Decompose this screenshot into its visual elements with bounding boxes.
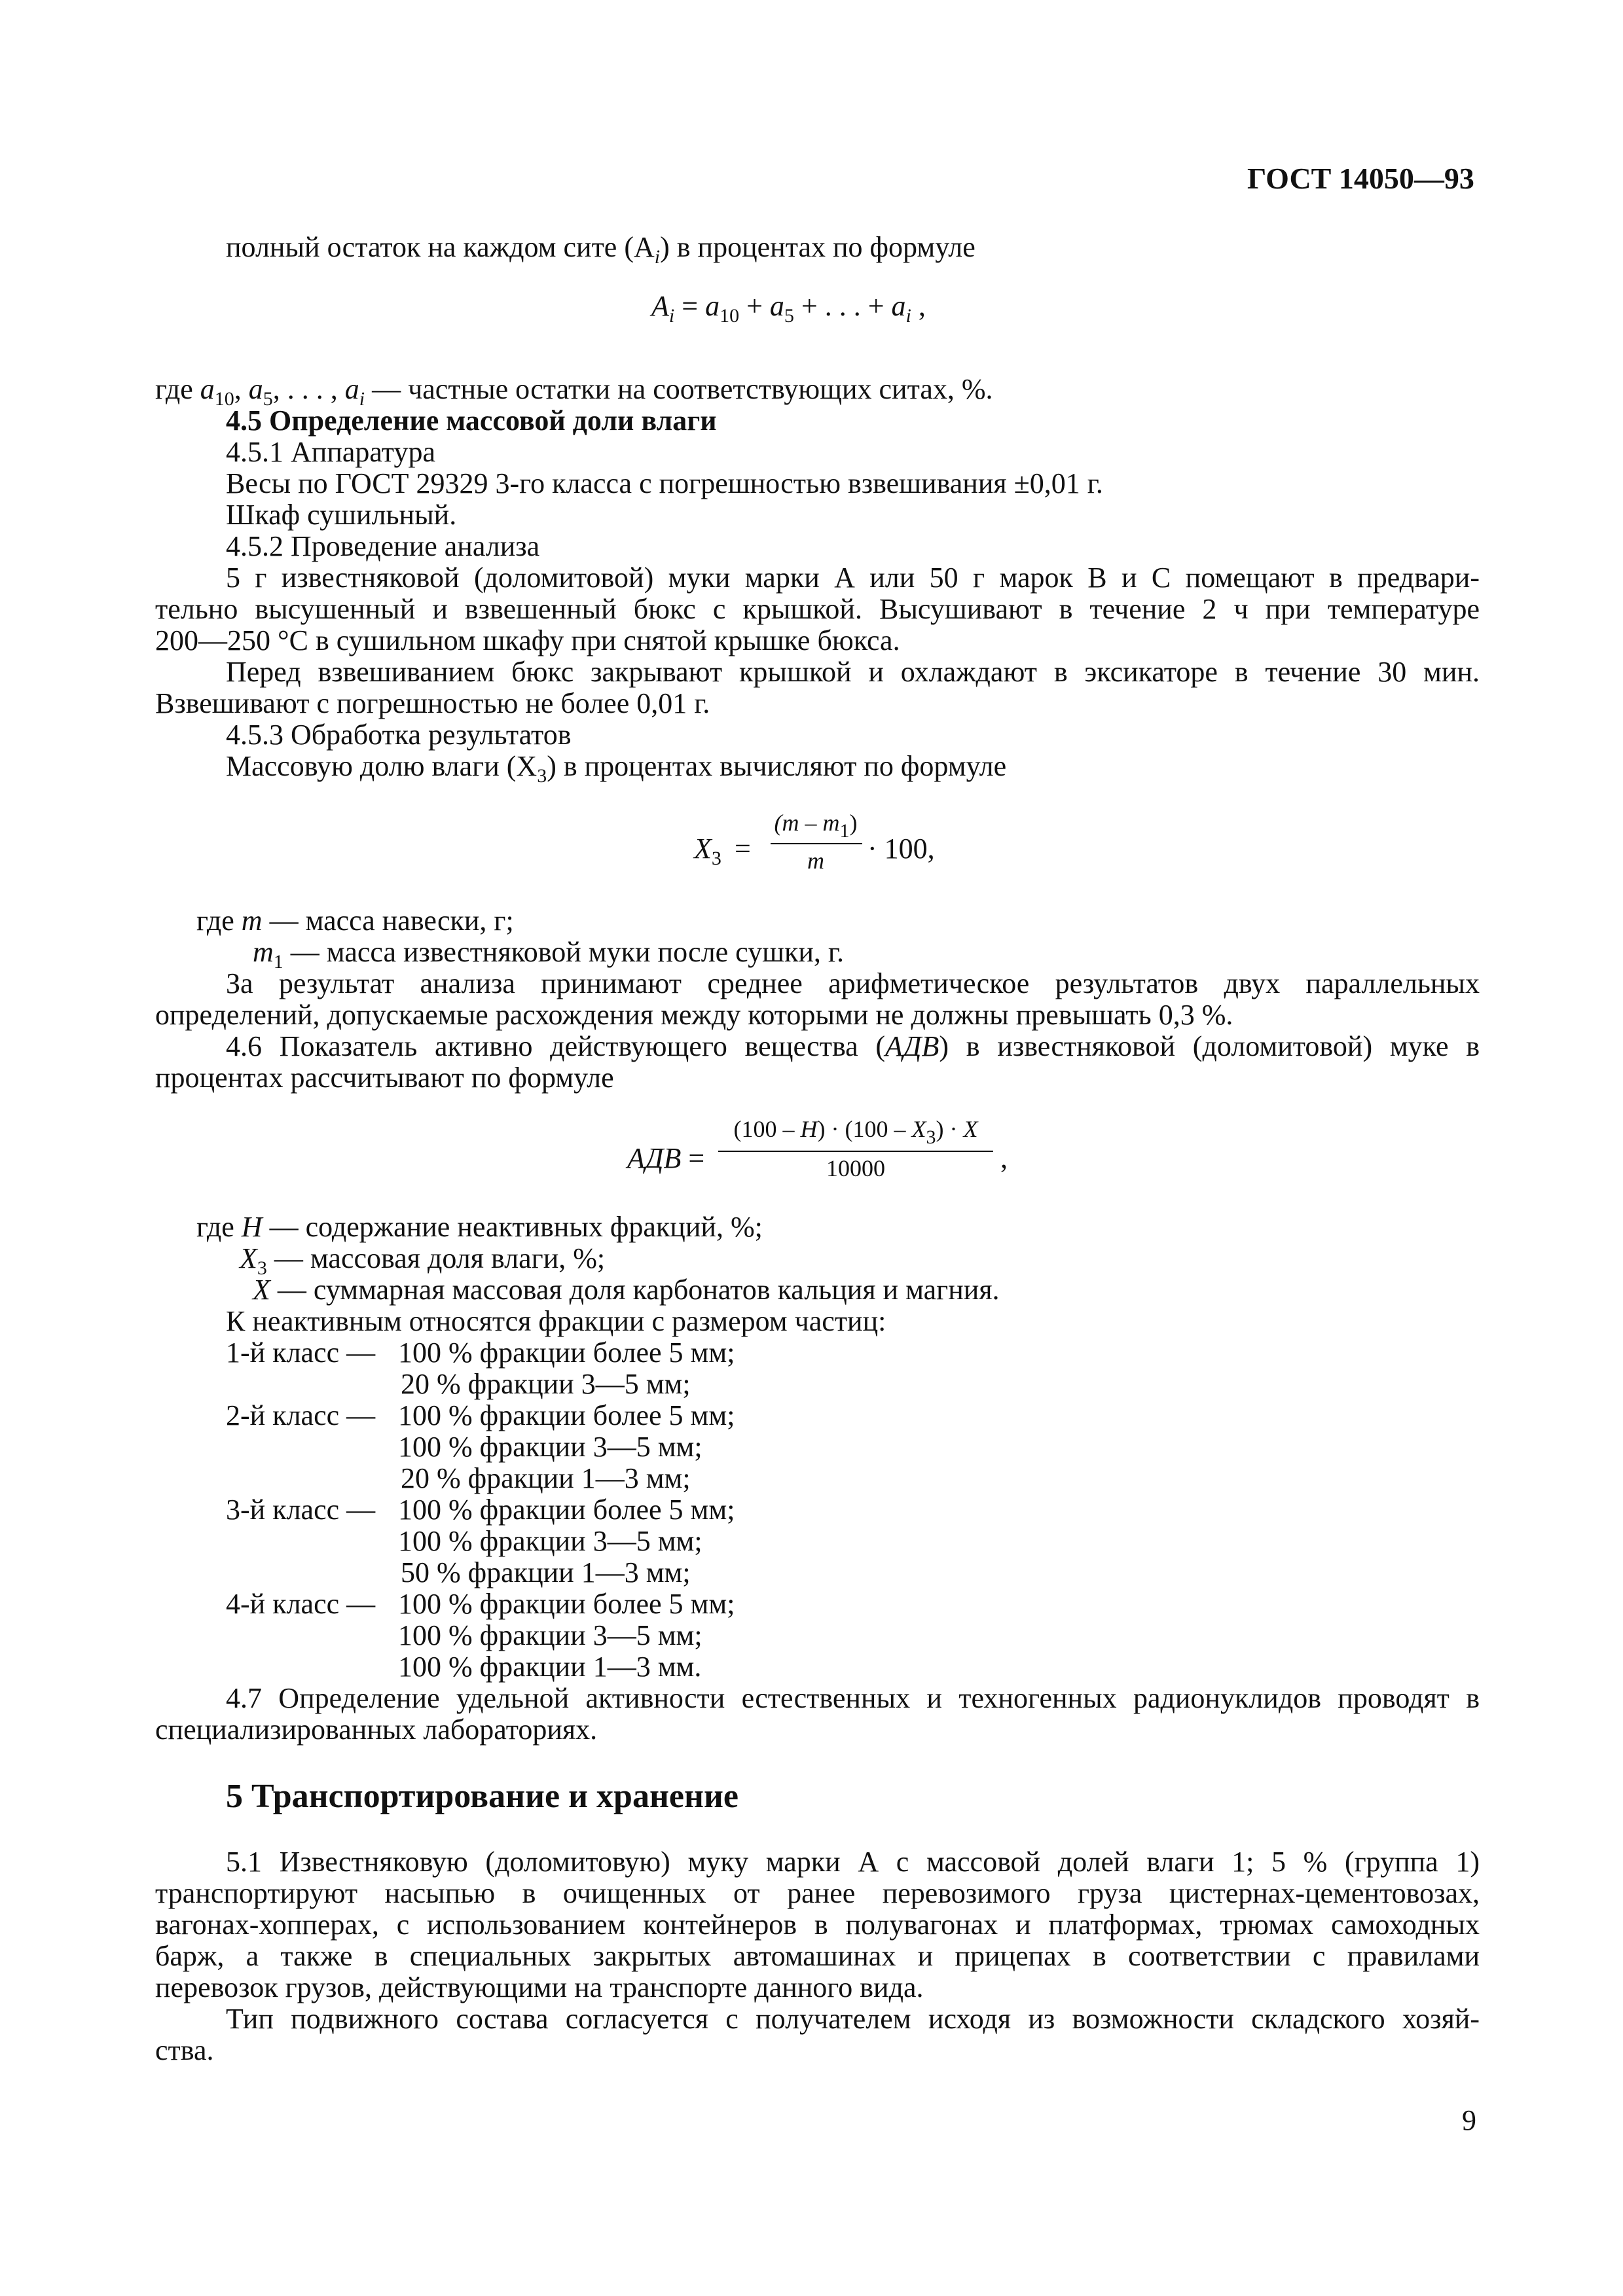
residue-intro: полный остаток на каждом сите $(A_i)$ в процентах по формуле [226, 231, 976, 268]
subsection-4-5-2: 4.5.2 Проведение анализа [226, 530, 540, 562]
class-line: 100 % фракции более 5 мм; [398, 1588, 735, 1620]
class-label: 4-й класс — [226, 1588, 376, 1620]
class-line: 100 % фракции 3—5 мм; [398, 1619, 702, 1651]
moisture-intro: Массовую долю влаги $(X_3)$ в процентах вычисляют по формуле [226, 750, 1007, 787]
class-line: 100 % фракции более 5 мм; [398, 1494, 735, 1526]
rolling-stock-paragraph-line: Тип подвижного состава согласуется с получателем исходя из возможности складского хозяй- [226, 2003, 1480, 2035]
class-line: 50 % фракции 1—3 мм; [401, 1556, 691, 1588]
class-label: 1-й класс — [226, 1336, 376, 1369]
subsection-4-5-1: 4.5.1 Аппаратура [226, 436, 435, 468]
class-label: 3-й класс — [226, 1494, 376, 1526]
moisture-where-2: $m_1$ — масса известняковой муки после сушки, г. [253, 936, 845, 973]
weighing-paragraph-line: Взвешивают с погрешностью не более 0,01 г. [155, 687, 710, 719]
class-line: 100 % фракции более 5 мм; [398, 1336, 735, 1369]
adv-where-3: X — суммарная массовая доля карбонатов кальция и магния. [253, 1274, 1000, 1306]
residue-where: где $a_{10}$, $a_5$, . . . , $a_i$ — частные остатки на соответствующих ситах, %. [155, 373, 993, 410]
adv-where-2: $X_3$ — массовая доля влаги, %; [240, 1242, 606, 1279]
result-paragraph-line: За результат анализа принимают среднее арифметическое результатов двух параллельных [226, 967, 1480, 999]
transport-paragraph-line: транспортируют насыпью в очищенных от ранее перевозимого груза цистернах-цементовозах, [155, 1877, 1480, 1909]
section-4-5-heading: 4.5 Определение массовой доли влаги [226, 404, 717, 437]
weighing-paragraph-line: Перед взвешиванием бюкс закрывают крышкой и охлаждают в эксикаторе в течение 30 мин. [226, 656, 1480, 688]
class-line: 20 % фракции 1—3 мм; [401, 1462, 691, 1494]
transport-paragraph-line: барж, а также в специальных закрытых автомашинах и прицепах в соответствии с правилами [155, 1940, 1480, 1972]
adv-intro-line: процентах рассчитывают по формуле [155, 1062, 614, 1094]
class-line: 100 % фракции 1—3 мм. [398, 1651, 702, 1683]
analysis-paragraph-line: 200—250 °С в сушильном шкафу при снятой крышке бюкса. [155, 624, 900, 656]
subsection-4-5-3: 4.5.3 Обработка результатов [226, 719, 572, 751]
moisture-where-1: где m — масса навески, г; [196, 905, 514, 937]
transport-paragraph-line: 5.1 Известняковую (доломитовую) муку марки А с массовой долей влаги 1; 5 % (группа 1) [226, 1846, 1480, 1878]
document-page: ГОСТ 14050—93 полный остаток на каждом сите $(A_i)$ в процентах по формуле $A_i = a_{10} + a_5$ + . . . + $a_i$ , где $a_{10}$, $a_5$, . . . , $a_i$ — частные остатки на соответствующих ситах, %. 4.5 Определение массовой доли влаги 4.5.1 Аппаратура Весы по ГОСТ 29329 3-го класса с погрешностью взвешивания ±0,01 г. Шкаф сушильный. 4.5.2 Проведение анализа 5 г известняковой (доломитовой) муки марки А или 50 г марок В и С помещают в предвари- тельно высушенный и взвешенный бюкс с крышкой. Высушивают в течение 2 ч при температуре 200—250 °С в сушильном шкафу при снятой крышке бюкса. Перед взвешиванием бюкс закрывают крышкой и охлаждают в эксикаторе в течение 30 мин. Взвешивают с погрешностью не более 0,01 г. 4.5.3 Обработка результатов Массовую долю влаги $(X_3)$ в процентах вычисляют по формуле $X_3$ = $(m - m_1)$ m · 100, где m — масса навески, г; $m_1$ — масса известняковой муки после сушки, г. За результат анализа принимают среднее арифметическое результатов двух параллельных определений, допускаемые расхождения между которыми не должны превышать 0,3 %. 4.6 Показатель активно действующего вещества (АДВ) в известняковой (доломитовой) муке в процентах рассчитывают по формуле АДВ = $(100 - Н) \cdot (100 - X_3) \cdot X$ 10000 , где Н — содержание неактивных фракций, %; $X_3$ — массовая доля влаги, %; X — суммарная массовая доля карбонатов кальция и магния. К неактивным относятся фракции с размером частиц: 1-й класс — 100 % фракции более 5 мм; 20 % фракции 3—5 мм; 2-й класс — 100 % фракции более 5 мм; 100 % фракции 3—5 мм; 20 % фракции 1—3 мм; 3-й класс — 100 % фракции более 5 мм; 100 % фракции 3—5 мм; 50 % фракции 1—3 мм; 4-й класс — 100 % фракции более 5 мм; 100 % фракции 3—5 мм; 100 % фракции 1—3 мм. 4.7 Определение удельной активности естественных и техногенных радионуклидов проводят в специализированных лабораториях. 5 Транспортирование и хранение 5.1 Известняковую (доломитовую) муку марки А с массовой долей влаги 1; 5 % (группа 1) транспортируют насыпью в очищенных от ранее перевозимого груза цистернах-цементовозах, вагонах-хопперах, с использованием контейнеров в полувагонах и платформах, трюмах самоходных барж, а также в специальных закрытых автомашинах и прицепах в соответствии с правилами перевозок грузов, действующими на транспорте данного вида. Тип подвижного состава согласуется с получателем исходя из возможности складского хозяй- ства. 9 [0, 0, 1623, 2296]
inactive-fractions-intro: К неактивным относятся фракции с размером частиц: [226, 1305, 886, 1337]
class-label: 2-й класс — [226, 1399, 376, 1431]
scales-text: Весы по ГОСТ 29329 3-го класса с погрешностью взвешивания ±0,01 г. [226, 467, 1103, 499]
section-5-heading: 5 Транспортирование и хранение [226, 1778, 739, 1815]
document-code: ГОСТ 14050—93 [1247, 162, 1474, 195]
analysis-paragraph-line: тельно высушенный и взвешенный бюкс с крышкой. Высушивают в течение 2 ч при температуре [155, 593, 1480, 625]
cabinet-text: Шкаф сушильный. [226, 499, 457, 531]
fraction-bar [718, 1151, 993, 1152]
transport-paragraph-line: перевозок грузов, действующими на транспорте данного вида. [155, 1971, 924, 2003]
page-number: 9 [1462, 2104, 1476, 2136]
class-line: 20 % фракции 3—5 мм; [401, 1368, 691, 1400]
adv-where-1: где Н — содержание неактивных фракций, %; [196, 1211, 763, 1243]
class-line: 100 % фракции 3—5 мм; [398, 1525, 702, 1557]
transport-paragraph-line: вагонах-хопперах, с использованием контейнеров в полувагонах и платформах, трюмах самоходных [155, 1909, 1480, 1941]
result-paragraph-line: определений, допускаемые расхождения между которыми не должны превышать 0,3 %. [155, 999, 1233, 1031]
analysis-paragraph-line: 5 г известняковой (доломитовой) муки марки А или 50 г марок В и С помещают в предвари- [226, 562, 1480, 594]
adv-intro-line: 4.6 Показатель активно действующего вещества (АДВ) в известняковой (доломитовой) муке в [226, 1030, 1480, 1062]
residue-formula: $A_i = a_{10} + a_5$ + . . . + $a_i$ , [651, 290, 926, 327]
radionuclide-paragraph-line: специализированных лабораториях. [155, 1713, 598, 1746]
class-line: 100 % фракции более 5 мм; [398, 1399, 735, 1431]
radionuclide-paragraph-line: 4.7 Определение удельной активности естественных и техногенных радионуклидов проводят в [226, 1682, 1480, 1714]
class-line: 100 % фракции 3—5 мм; [398, 1431, 702, 1463]
fraction-bar [771, 843, 862, 844]
rolling-stock-paragraph-line: ства. [155, 2034, 214, 2066]
